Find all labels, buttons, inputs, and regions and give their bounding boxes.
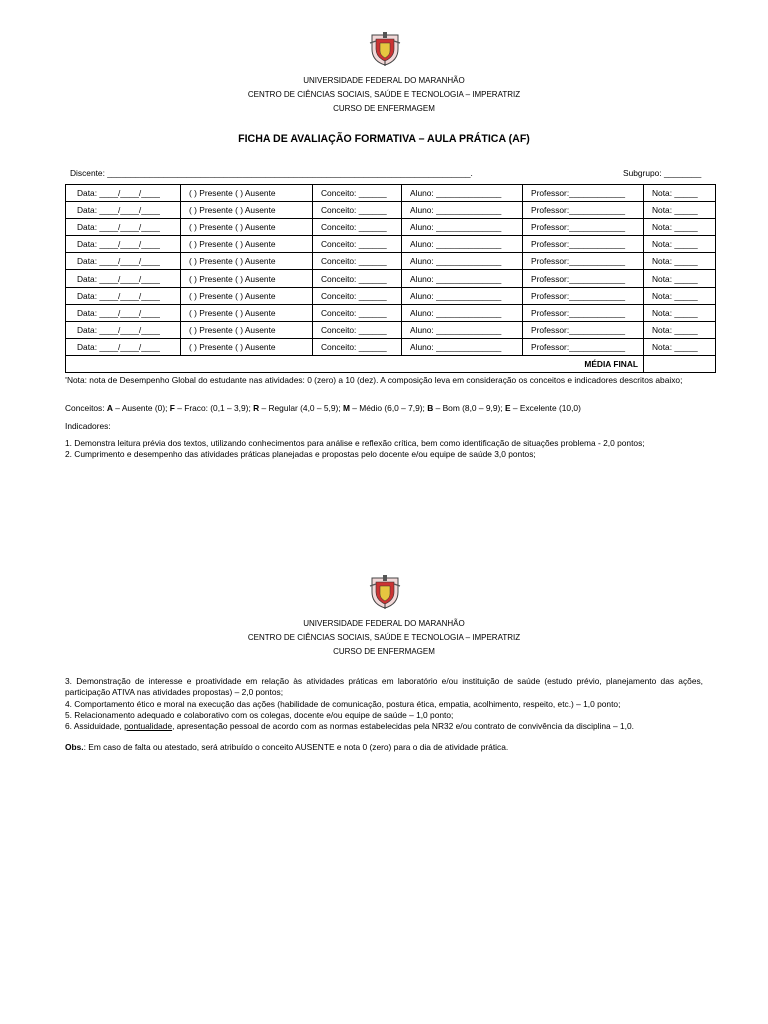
cell-conceito: Conceito: ______: [313, 338, 402, 355]
cell-presenca: ( ) Presente ( ) Ausente: [181, 253, 313, 270]
header-course: CURSO DE ENFERMAGEM: [333, 647, 435, 656]
indicator-item-6: [65, 721, 703, 732]
media-final-label: MÉDIA FINAL: [66, 355, 644, 372]
table-row: [66, 219, 716, 236]
obs-note: [65, 742, 703, 753]
discente-field: Discente: ______________________________________________________________________________.: [70, 168, 473, 178]
table-row: [66, 236, 716, 253]
cell-conceito: Conceito: ______: [313, 270, 402, 287]
cell-conceito: Conceito: ______: [313, 236, 402, 253]
cell-professor: Professor:____________: [523, 321, 644, 338]
cell-nota: Nota: _____: [644, 270, 716, 287]
cell-aluno: Aluno: ______________: [402, 253, 523, 270]
cell-professor: Professor:____________: [523, 304, 644, 321]
form-title: FICHA DE AVALIAÇÃO FORMATIVA – AULA PRÁTICA (AF): [238, 133, 530, 145]
conceitos-line: [65, 403, 703, 414]
conceito-code: F: [169, 403, 175, 413]
table-row: [66, 185, 716, 202]
cell-nota: Nota: _____: [644, 219, 716, 236]
header-university: UNIVERSIDADE FEDERAL DO MARANHÃO: [303, 619, 465, 628]
cell-aluno: Aluno: ______________: [402, 321, 523, 338]
cell-data: Data: ____/____/____: [66, 287, 181, 304]
university-seal-logo: [368, 574, 402, 610]
header-university: UNIVERSIDADE FEDERAL DO MARANHÃO: [303, 76, 465, 85]
conceito-code: A: [106, 403, 113, 413]
cell-professor: Professor:____________: [523, 253, 644, 270]
cell-professor: Professor:____________: [523, 338, 644, 355]
cell-conceito: Conceito: ______: [313, 321, 402, 338]
conceito-code: M: [342, 403, 350, 413]
indicadores-label: Indicadores:: [65, 421, 111, 431]
university-seal-logo: [368, 31, 402, 67]
table-row: [66, 287, 716, 304]
header-center: CENTRO DE CIÊNCIAS SOCIAIS, SAÚDE E TECNOLOGIA – IMPERATRIZ: [247, 633, 521, 642]
table-row: [66, 202, 716, 219]
cell-conceito: Conceito: ______: [313, 304, 402, 321]
conceito-code: B: [427, 403, 434, 413]
indicator-list-page1: [65, 438, 703, 461]
cell-professor: Professor:____________: [523, 202, 644, 219]
cell-conceito: Conceito: ______: [313, 185, 402, 202]
cell-nota: Nota: _____: [644, 253, 716, 270]
nota-footnote: *Nota: nota de Desempenho Global do estudante nas atividades: 0 (zero) a 10 (dez). A composição leva em consideração os conceitos e indicadores descritos abaixo;: [65, 375, 683, 385]
cell-presenca: ( ) Presente ( ) Ausente: [181, 287, 313, 304]
indicator-item: 5. Relacionamento adequado e colaborativo com os colegas, docente e/ou equipe de saúde – 1,0 ponto;: [65, 709, 454, 720]
obs-text: : Em caso de falta ou atestado, será atribuído o conceito AUSENTE e nota 0 (zero) para o dia de atividade prática.: [83, 742, 509, 752]
indicator-item: 1. Demonstra leitura prévia dos textos, utilizando conhecimentos para análise e reflexão crítica, bem como identificação de situações problema - 2,0 pontos;: [65, 438, 645, 448]
cell-presenca: ( ) Presente ( ) Ausente: [181, 270, 313, 287]
cell-aluno: Aluno: ______________: [402, 287, 523, 304]
cell-presenca: ( ) Presente ( ) Ausente: [181, 236, 313, 253]
conceito-desc: – Regular (4,0 – 5,9);: [259, 403, 343, 413]
cell-nota: Nota: _____: [644, 321, 716, 338]
subgrupo-field: Subgrupo: ________: [623, 168, 702, 178]
cell-presenca: ( ) Presente ( ) Ausente: [181, 219, 313, 236]
item6-suffix: , apresentação pessoal de acordo com as normas estabelecidas pela NR32 e/ou contrato de convivência da disciplina – 1,0.: [172, 721, 634, 732]
media-final-value: [644, 355, 716, 372]
cell-aluno: Aluno: ______________: [402, 219, 523, 236]
item6-prefix: 6. Assiduidade,: [65, 721, 125, 732]
cell-professor: Professor:____________: [523, 219, 644, 236]
table-row: [66, 253, 716, 270]
cell-presenca: ( ) Presente ( ) Ausente: [181, 202, 313, 219]
cell-presenca: ( ) Presente ( ) Ausente: [181, 185, 313, 202]
conceito-code: R: [253, 403, 260, 413]
indicator-item: 4. Comportamento ético e moral na execução das ações (habilidade de comunicação, postura ética, empatia, acolhimento, respeito, etc.) – 1,0 ponto;: [65, 698, 621, 709]
cell-conceito: Conceito: ______: [313, 253, 402, 270]
cell-nota: Nota: _____: [644, 236, 716, 253]
cell-professor: Professor:____________: [523, 287, 644, 304]
conceito-desc: – Excelente (10,0): [510, 403, 581, 413]
cell-nota: Nota: _____: [644, 202, 716, 219]
cell-aluno: Aluno: ______________: [402, 270, 523, 287]
cell-conceito: Conceito: ______: [313, 219, 402, 236]
cell-data: Data: ____/____/____: [66, 304, 181, 321]
cell-nota: Nota: _____: [644, 185, 716, 202]
cell-aluno: Aluno: ______________: [402, 236, 523, 253]
cell-aluno: Aluno: ______________: [402, 338, 523, 355]
indicator-item: 3. Demonstração de interesse e proatividade em relação às atividades práticas em laboratório e/ou instituição de saúde (estudo prévio, planejamento das ações, participação ATIVA nas atividades propostas) – 2,0 pontos;: [65, 676, 703, 698]
obs-label: Obs.: [65, 742, 84, 752]
table-row: [66, 321, 716, 338]
conceito-desc: – Fraco: (0,1 – 3,9);: [174, 403, 254, 413]
cell-aluno: Aluno: ______________: [402, 185, 523, 202]
conceitos-prefix: Conceitos:: [65, 403, 107, 413]
table-row: [66, 304, 716, 321]
table-row: [66, 338, 716, 355]
cell-aluno: Aluno: ______________: [402, 304, 523, 321]
cell-data: Data: ____/____/____: [66, 270, 181, 287]
conceito-desc: – Médio (6,0 – 7,9);: [349, 403, 428, 413]
indicator-list-page2: [65, 676, 703, 732]
cell-data: Data: ____/____/____: [66, 338, 181, 355]
cell-presenca: ( ) Presente ( ) Ausente: [181, 338, 313, 355]
cell-nota: Nota: _____: [644, 304, 716, 321]
cell-professor: Professor:____________: [523, 236, 644, 253]
conceito-desc: – Ausente (0);: [112, 403, 170, 413]
header-center: CENTRO DE CIÊNCIAS SOCIAIS, SAÚDE E TECNOLOGIA – IMPERATRIZ: [247, 90, 521, 99]
cell-nota: Nota: _____: [644, 287, 716, 304]
cell-data: Data: ____/____/____: [66, 202, 181, 219]
conceito-code: E: [504, 403, 511, 413]
cell-conceito: Conceito: ______: [313, 202, 402, 219]
indicator-item: 2. Cumprimento e desempenho das atividades práticas planejadas e propostas pelo docente e/ou equipe de saúde 3,0 pontos;: [65, 449, 536, 460]
cell-presenca: ( ) Presente ( ) Ausente: [181, 321, 313, 338]
cell-data: Data: ____/____/____: [66, 236, 181, 253]
cell-data: Data: ____/____/____: [66, 321, 181, 338]
cell-professor: Professor:____________: [523, 270, 644, 287]
cell-data: Data: ____/____/____: [66, 253, 181, 270]
evaluation-table: [65, 184, 716, 373]
cell-data: Data: ____/____/____: [66, 219, 181, 236]
item6-underlined: pontualidade: [124, 721, 173, 732]
cell-nota: Nota: _____: [644, 338, 716, 355]
cell-professor: Professor:____________: [523, 185, 644, 202]
cell-data: Data: ____/____/____: [66, 185, 181, 202]
cell-presenca: ( ) Presente ( ) Ausente: [181, 304, 313, 321]
table-row: [66, 270, 716, 287]
cell-aluno: Aluno: ______________: [402, 202, 523, 219]
nota-footnote-text: Nota: nota de Desempenho Global do estudante nas atividades: 0 (zero) a 10 (dez). A composição leva em consideração os conceitos e indicadores descritos abaixo;: [66, 375, 683, 385]
conceito-desc: – Bom (8,0 – 9,9);: [433, 403, 505, 413]
cell-conceito: Conceito: ______: [313, 287, 402, 304]
header-course: CURSO DE ENFERMAGEM: [333, 104, 435, 113]
